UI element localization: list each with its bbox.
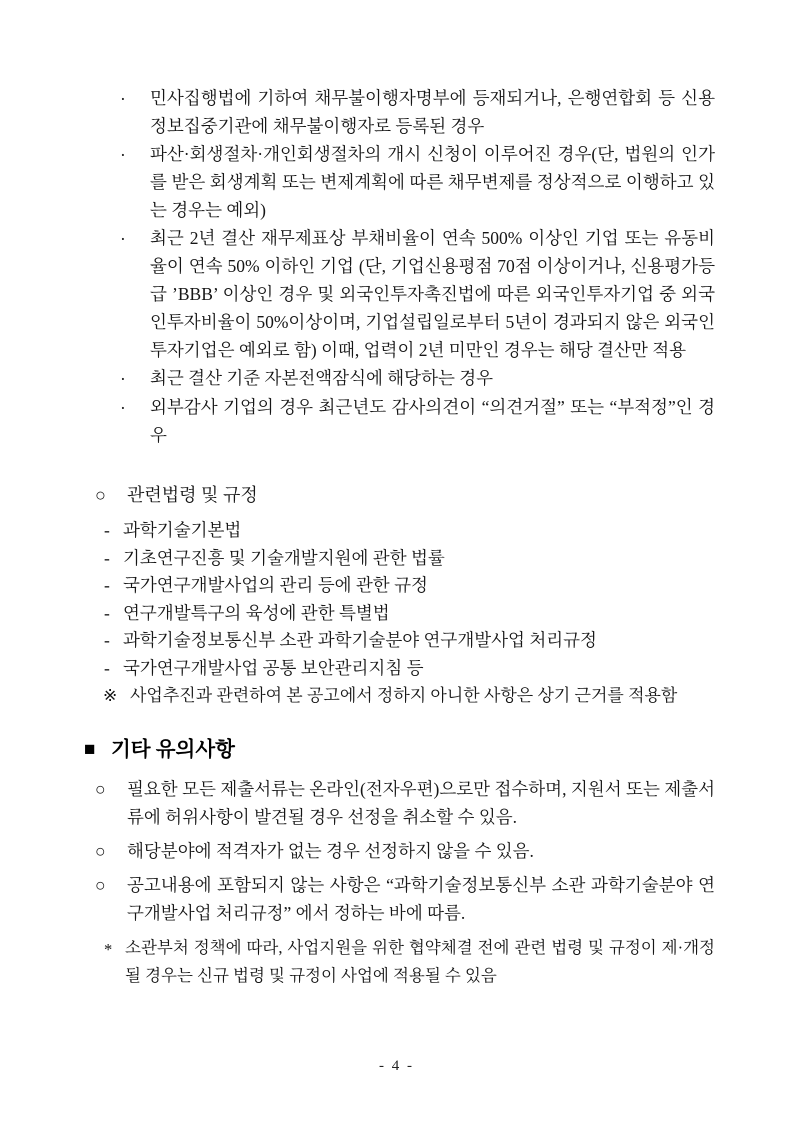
page-number: - 4 - (379, 1058, 414, 1074)
notice-list (95, 775, 715, 927)
law-item (104, 545, 715, 573)
law-item (104, 517, 715, 545)
circle-marker: ○ (95, 874, 106, 895)
dash-marker: - (104, 547, 110, 568)
note-text: 사업추진과 관련하여 본 공고에서 정하지 아니한 사항은 상기 근거를 적용함 (130, 686, 678, 705)
law-text: 연구개발특구의 육성에 관한 특별법 (123, 602, 390, 623)
section-header (84, 735, 715, 765)
dash-marker: - (104, 520, 110, 540)
law-text: 과학기술정보통신부 소관 과학기술분야 연구개발사업 처리규정 (123, 630, 597, 650)
eligibility-exclusion-list (120, 84, 715, 449)
footnote-text: 소관부처 정책에 따라, 사업지원을 위한 협약체결 전에 관련 법령 및 규정이 제·개정될 경우는 신규 법령 및 규정이 사업에 적용될 수 있음 (125, 937, 715, 985)
dash-marker: - (104, 602, 110, 623)
bullet-marker: · (120, 369, 126, 389)
law-item (104, 600, 715, 628)
reference-note (103, 682, 715, 710)
law-text: 국가연구개발사업 공통 보안관리지침 등 (123, 657, 424, 678)
bullet-text: 파산·회생절차·개인회생절차의 개시 신청이 이루어진 경우(단, 법원의 인가를 받은 회생계획 또는 변제계획에 따른 채무변제를 정상적으로 이행하고 있는 경우는 예외) (150, 144, 715, 220)
law-item (104, 572, 715, 600)
law-item (104, 627, 715, 655)
bullet-marker: · (120, 145, 126, 165)
section-title: 관련법령 및 규정 (127, 485, 258, 505)
reference-mark-icon: ※ (103, 686, 118, 705)
bullet-item (120, 393, 715, 449)
related-laws-section (0, 481, 793, 710)
section-header-title: 기타 유의사항 (111, 738, 235, 761)
bullet-item (120, 140, 715, 224)
law-list (104, 517, 715, 682)
bullet-item (120, 224, 715, 364)
circle-marker: ○ (95, 778, 106, 799)
law-item (104, 655, 715, 683)
circle-marker: ○ (95, 485, 106, 505)
notice-text: 공고내용에 포함되지 않는 사항은 “과학기술정보통신부 소관 과학기술분야 연구개발사업 처리규정” 에서 정하는 바에 따름. (127, 874, 715, 923)
notice-text: 해당분야에 적격자가 없는 경우 선정하지 않을 수 있음. (127, 840, 534, 861)
bullet-item (120, 84, 715, 140)
notice-text: 필요한 모든 제출서류는 온라인(전자우편)으로만 접수하며, 지원서 또는 제출서류에 허위사항이 발견될 경우 선정을 취소할 수 있음. (127, 778, 715, 827)
asterisk-marker: * (104, 939, 113, 959)
law-text: 기초연구진흥 및 기술개발지원에 관한 법률 (123, 547, 445, 568)
bullet-text: 외부감사 기업의 경우 최근년도 감사의견이 “의견거절” 또는 “부적정”인 경우 (150, 397, 715, 445)
bullet-marker: · (120, 89, 126, 109)
notice-item (95, 871, 715, 927)
section-title-row (95, 481, 715, 509)
bullet-text: 최근 결산 기준 자본전액잠식에 해당하는 경우 (150, 368, 494, 388)
dash-marker: - (104, 575, 110, 595)
bullet-text: 최근 2년 결산 재무제표상 부채비율이 연속 500% 이상인 기업 또는 유동비율이 연속 50% 이하인 기업 (단, 기업신용평점 70점 이상이거나, 신용평가등급 ’BBB’ 이상인 경우 및 외국인투자촉진법에 따른 외국인투자기업 중 외국인투자비율이 50%이상이며, 기업설립일로부터 5년이 경과되지 않은 외국인투자기업은 예외로 함) 이때, 업력이 2년 미만인 경우는 해당 결산만 적용 (150, 228, 715, 360)
dash-marker: - (104, 657, 110, 678)
policy-footnote (104, 934, 715, 990)
square-marker-icon: ■ (84, 738, 96, 760)
bullet-marker: · (120, 229, 126, 249)
circle-marker: ○ (95, 840, 106, 861)
law-text: 과학기술기본법 (123, 520, 242, 540)
other-notices-section (0, 735, 793, 990)
law-text: 국가연구개발사업의 관리 등에 관한 규정 (123, 575, 428, 595)
bullet-marker: · (120, 398, 126, 418)
bullet-item (120, 364, 715, 393)
notice-item (95, 775, 715, 831)
notice-item (95, 837, 715, 865)
bullet-text: 민사집행법에 기하여 채무불이행자명부에 등재되거나, 은행연합회 등 신용정보집중기관에 채무불이행자로 등록된 경우 (150, 88, 715, 136)
dash-marker: - (104, 630, 110, 650)
document-body (0, 84, 793, 990)
